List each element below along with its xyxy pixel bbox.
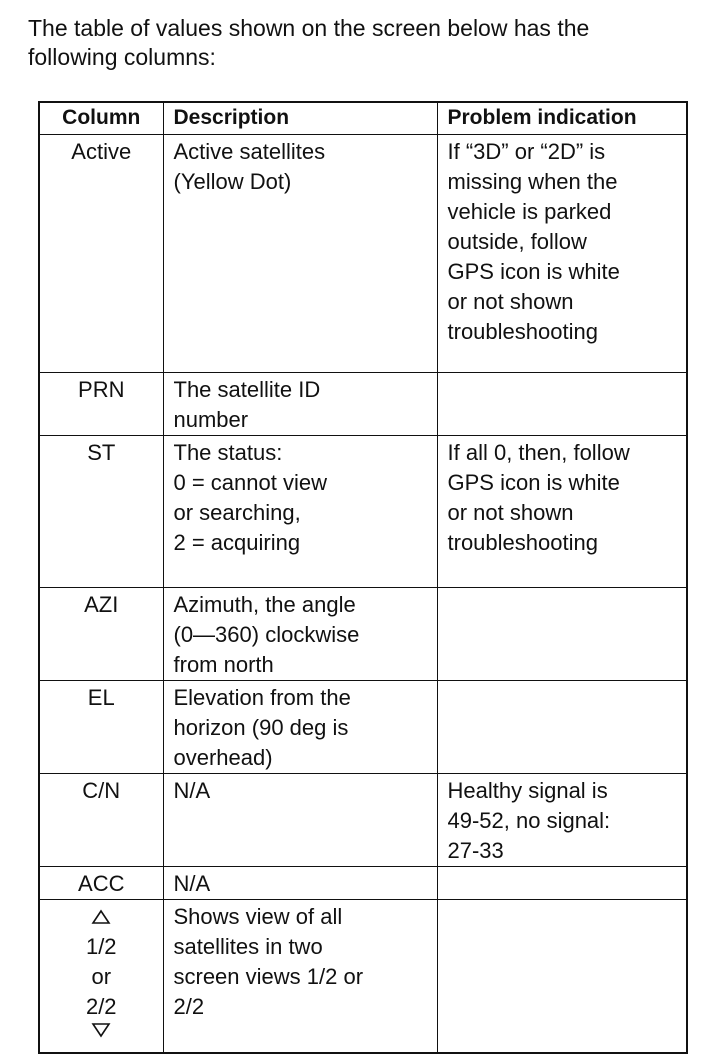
- cell-text: EL: [87, 684, 115, 710]
- cell-text: or searching,: [173, 499, 301, 525]
- row-page-column: [39, 899, 163, 1053]
- cell-text: number: [173, 406, 249, 432]
- table-row: [39, 866, 687, 899]
- row-acc-problem: [437, 866, 687, 899]
- cell-text: troubleshooting: [447, 318, 598, 344]
- table-row: [39, 680, 687, 773]
- columns-table: [38, 101, 688, 1054]
- table-header-row: [39, 102, 687, 134]
- row-active-description: [163, 134, 437, 372]
- cell-text: GPS icon is white: [447, 258, 620, 284]
- row-azi-column: [39, 587, 163, 680]
- row-acc-column: [39, 866, 163, 899]
- table-row: [39, 587, 687, 680]
- cell-text: horizon (90 deg is: [173, 714, 349, 740]
- row-azi-description: [163, 587, 437, 680]
- table-row: [39, 134, 687, 372]
- cell-text: ACC: [78, 870, 125, 896]
- cell-text: screen views 1/2 or: [173, 963, 364, 989]
- intro-text: [28, 14, 688, 72]
- row-cn-column: [39, 773, 163, 866]
- cell-text: 1/2: [85, 933, 117, 959]
- cell-text: If “3D” or “2D” is: [447, 138, 606, 164]
- row-el-problem: [437, 680, 687, 773]
- cell-text: vehicle is parked: [447, 198, 612, 224]
- row-page-problem: [437, 899, 687, 1053]
- cell-text: 49-52, no signal:: [447, 807, 611, 833]
- cell-text: Elevation from the: [173, 684, 351, 710]
- row-prn-problem: [437, 372, 687, 435]
- row-active-problem: [437, 134, 687, 372]
- cell-text: or: [91, 963, 112, 989]
- cell-text: troubleshooting: [447, 529, 598, 555]
- cell-text: Azimuth, the angle: [173, 591, 356, 617]
- cell-text: or not shown: [447, 499, 574, 525]
- row-cn-problem: [437, 773, 687, 866]
- cell-text: outside, follow: [447, 228, 587, 254]
- table-row: [39, 372, 687, 435]
- row-active-column: [39, 134, 163, 372]
- table-row: [39, 899, 687, 1053]
- cell-text: N/A: [173, 870, 211, 896]
- row-prn-description: [163, 372, 437, 435]
- row-prn-column: [39, 372, 163, 435]
- row-acc-description: [163, 866, 437, 899]
- cell-text: from north: [173, 651, 274, 677]
- cell-text: ST: [87, 439, 116, 465]
- cell-text: missing when the: [447, 168, 618, 194]
- row-el-description: [163, 680, 437, 773]
- cell-text: GPS icon is white: [447, 469, 620, 495]
- row-el-column: [39, 680, 163, 773]
- intro-line-2: following columns:: [28, 44, 216, 70]
- cell-text: satellites in two: [173, 933, 323, 959]
- cell-text: 2 = acquiring: [173, 529, 301, 555]
- table-row: [39, 773, 687, 866]
- header-problem-indication: Problem indication: [437, 102, 687, 134]
- cell-text: or not shown: [447, 288, 574, 314]
- row-st-column: [39, 435, 163, 587]
- cell-text: PRN: [78, 376, 125, 402]
- cell-text: Shows view of all: [173, 903, 343, 929]
- row-st-problem: [437, 435, 687, 587]
- cell-text: Healthy signal is: [447, 777, 608, 803]
- cell-text: Active satellites: [173, 138, 326, 164]
- cell-text: 2/2: [85, 993, 117, 1019]
- cell-text: C/N: [82, 777, 121, 803]
- row-page-description: [163, 899, 437, 1053]
- cell-text: AZI: [84, 591, 119, 617]
- header-column: Column: [39, 102, 163, 134]
- cell-text: 2/2: [173, 993, 205, 1019]
- cell-text: The status:: [173, 439, 283, 465]
- triangle-down-icon: [44, 1022, 159, 1052]
- cell-text: (0—360) clockwise: [173, 621, 360, 647]
- triangle-up-icon: [44, 902, 159, 932]
- cell-text: 27-33: [447, 837, 504, 863]
- table-row: [39, 435, 687, 587]
- intro-line-1: The table of values shown on the screen below has the: [28, 15, 590, 41]
- row-st-description: [163, 435, 437, 587]
- row-cn-description: [163, 773, 437, 866]
- cell-text: (Yellow Dot): [173, 168, 292, 194]
- cell-text: N/A: [173, 777, 211, 803]
- row-azi-problem: [437, 587, 687, 680]
- header-description: Description: [163, 102, 437, 134]
- cell-text: overhead): [173, 744, 273, 770]
- cell-text: Active: [71, 138, 132, 164]
- cell-text: The satellite ID: [173, 376, 321, 402]
- cell-text: 0 = cannot view: [173, 469, 327, 495]
- cell-text: If all 0, then, follow: [447, 439, 630, 465]
